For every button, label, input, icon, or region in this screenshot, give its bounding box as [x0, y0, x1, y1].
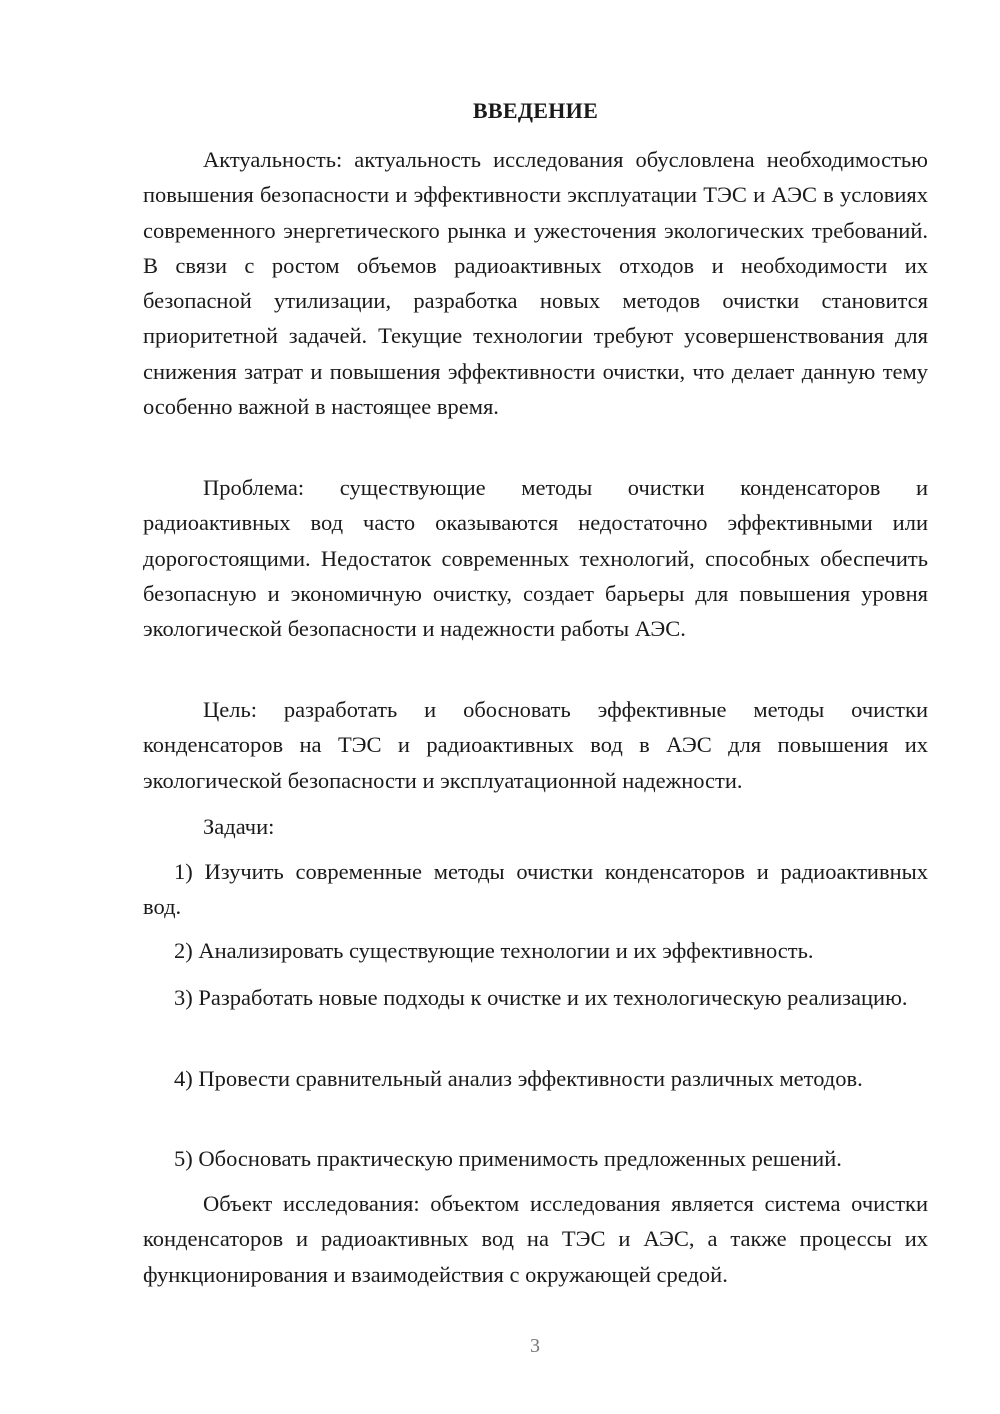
task-item-1: 1) Изучить современные методы очистки конденсаторов и радиоактивных вод. — [143, 859, 928, 920]
task-item-3: 3) Разработать новые подходы к очистке и их технологическую реализацию. — [174, 985, 908, 1010]
task-item-2: 2) Анализировать существующие технологии и их эффективность. — [174, 938, 814, 963]
task-item-4: 4) Провести сравнительный анализ эффективности различных методов. — [174, 1066, 863, 1091]
page-title: ВВЕДЕНИЕ — [472, 98, 599, 123]
paragraph-problem: Проблема: существующие методы очистки конденсаторов и радиоактивных вод часто оказываются недостаточно эффективными или дорогостоящими. Недостаток современных технологий, способных обеспечить безопасную и экономичную очистку, создает барьеры для повышения уровня экологической безопасности и надежности работы АЭС. — [143, 475, 928, 642]
tasks-heading: Задачи: — [203, 814, 275, 839]
paragraph-goal: Цель: разработать и обосновать эффективные методы очистки конденсаторов на ТЭС и радиоактивных вод в АЭС для повышения их экологической безопасности и эксплуатационной надежности. — [143, 697, 928, 793]
task-item-5: 5) Обосновать практическую применимость предложенных решений. — [174, 1146, 842, 1171]
paragraph-relevance: Актуальность: актуальность исследования обусловлена необходимостью повышения безопасности и эффективности эксплуатации ТЭС и АЭС в условиях современного энергетического рынка и ужесточения экологических требований. В связи с ростом объемов радиоактивных отходов и необходимости их безопасной утилизации, разработка новых методов очистки становится приоритетной задачей. Текущие технологии требуют усовершенствования для снижения затрат и повышения эффективности очистки, что делает данную тему особенно важной в настоящее время. — [143, 147, 928, 420]
page-number: 3 — [530, 1335, 540, 1357]
paragraph-object: Объект исследования: объектом исследования является система очистки конденсаторов и радиоактивных вод на ТЭС и АЭС, а также процессы их функционирования и взаимодействия с окружающей средой. — [143, 1191, 928, 1287]
